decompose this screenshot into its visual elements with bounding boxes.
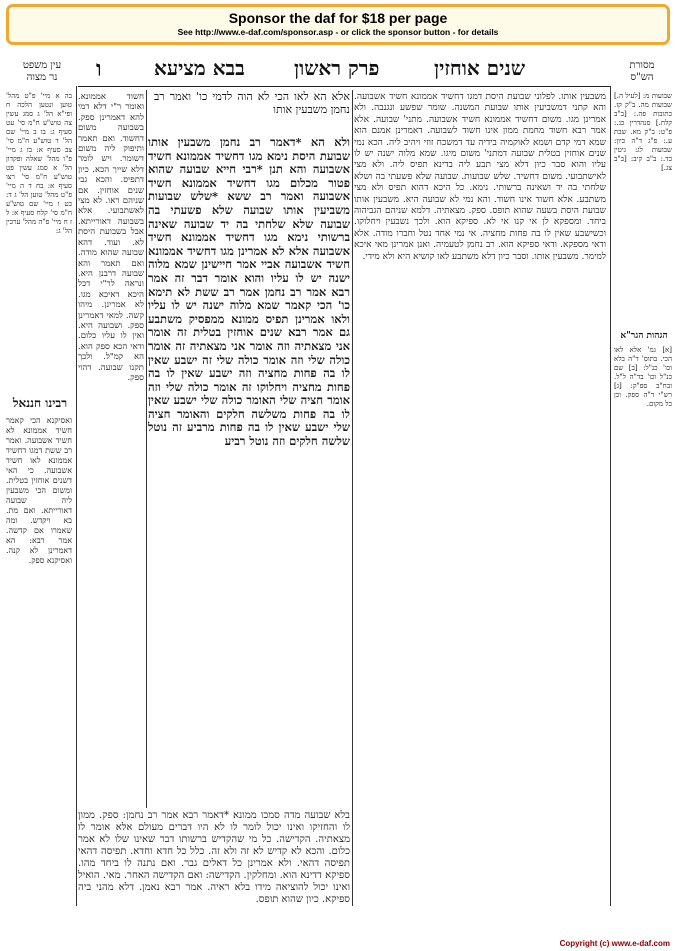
talmud-page xyxy=(4,50,672,942)
gemara-text: ולא הא *דאמר רב נחמן משבעין אותו שבועת היסת נימא מגו דחשיד אממונא חשיד אשבועה והא תנן *רבי חייא שבועה שהוא פטור מכלום מגו דחשיד אממונא חשיד אשבועה ואמר רב ששא *שלש שבועות משביעין אותו שבועה שלא פשעתי בה שבועה שלא שלחתי בה יד שבועה שאינה ברשותי נימא מגו דחשיד אממונא חשיד אשבועה אלא לא אמרינן מגו דחשיד אממונא חשיד אשבועה אביי אמר חיישינן שמא מלוה ישנה יש לו עליו והוא אומר דבר זה אמר רבא אמר רב נחמן אמר רב ששת לא תימא כו' הכי קאמר שמא מלוה ישנה יש לו עליו ולאו אמרינן תפיס ממונא ממפסיק משתבע גם אמר רבא שנים אוחזין בטלית זה אומר אני מצאתיה וזה אומר אני מצאתיה זה אומר כולה שלי וזה אומר כולה שלי זה ישבע שאין לו בה פחות מחציה וזה ישבע שאין לו בה פחות מחציה ויחלוקו זה אומר כולה שלי וזה אומר חציה שלי האומר כולה שלי ישבע שאין לו בה פחות משלשה חלקים והאומר חציה שלי ישבע שאין לו בה פחות מרביע זה נוטל שלשה חלקים וזה נוטל רביע xyxy=(148,136,350,449)
mishnah-text: אלא הא לאו הכי לא הוה לדמי כו' ואמר רב נחמן משבעין אותו xyxy=(154,90,350,116)
haggahot-hagra-title: הגהות הגר"א xyxy=(620,331,668,341)
copyright-notice: Copyright (c) www.e-daf.com xyxy=(559,939,670,948)
chapter-name: שנים אוחזין xyxy=(434,56,526,80)
rabbeinu-chananel-title: רבינו חננאל xyxy=(12,396,68,410)
column-divider xyxy=(352,90,353,906)
masoret-hashas-heading: מסורת הש"ס xyxy=(629,60,655,83)
column-divider xyxy=(146,90,147,808)
sponsor-subtitle: See http://www.e-daf.com/sponsor.asp - or click the sponsor button - for details xyxy=(177,27,499,37)
tractate-name: בבא מציעא xyxy=(154,56,245,80)
chapter-number: פרק ראשון xyxy=(294,56,380,80)
column-divider xyxy=(76,86,77,906)
rashi-commentary: משבעין אותו. לפלוני שבועת היסת דמגו דחשיד אממונא חשיד אשבועה. והא קתני דמשביעין אותו שבועת המשנה. שומר שפשע ונגנבה. ולא אמרינן מגו. משום דחשיד אממונא חשיד אשבועה. מתני' שבועה. אלא אמר רבא חשוד מחמת ממון אינו חשוד לשבועה. דאמרינן אמנם הוא שמא דמי קדם ושמא לאוקמיה בידיה עד דמשכח זוזי ויהיב ליה. הכא נמי שנים אוחזין בטלית שבועה דמתני' משום מיגו. שמא מלוה ישנה יש לו עליו והוא סבר כיון דלא מצי תבע ליה בדינא תפיס ליה. ולא מצי לאישתבועי. משום דחשיד. שלש שבועות. שבועה שלא פשעתי בה ושלא שלחתי בה יד ושאינה ברשותי. נימא. כל היכא דהוא תפיס ולא מצי משתבע. אלא חשוד אינו חשוד. והא נמי לא שבועה היא. משבעין אותו שבועת היסת בשעה שהוא תופס. ספק. מצאתיה. דלמא שניהם הגביהוה ביחד. ומספקא לן אי קנו אי לא. ספיקא הוא. ולכך נשבעין ויחלוקו. וכשישבע שאין לו בה פחות מחציה. אי נמי אחד נטל וחברו מודה. אלא ודאי מספקא. ודאי ספיקא הוא. רב נחמן לטעמיה. ואנן אמרינן מאי איכא למימר. משבעין אותו. וסבר כיון דלא משתבע לאו קושיא היא ולא מידי. xyxy=(354,92,606,262)
sponsor-banner[interactable] xyxy=(6,4,670,45)
column-divider xyxy=(610,86,611,906)
rabbeinu-chananel-text: ואסיקנא הכי קאמר חשיד אממונא לא חשיד אשבועה. ואמר רב ששת דמגו דחשיד אממונא לאו חשיד אשבועה. כי האי דשנים אוחזין בטלית. ומשום הכי משבעין ליה שבועה דאורייתא. ואם מת. בא ויקדש. ומה שאמרו אם קדשה. אמר רבא: הא דאמרינן לא קנה. ואסיקנא ספק. xyxy=(6,416,72,565)
ein-mishpat-heading: עין משפט נר מצוה xyxy=(22,60,62,83)
header-divider xyxy=(78,86,610,87)
lower-commentary: בלא שבועה מדה סמכו ממונא *דאמר רבא אמר רב נחמן: ספק. ממון לו והחזיקו ואינו יכול לומר לו לא היו דברים מעולם אלא אומר לו מצאתיה. הקדישה. כל מי שהקדיש ברשותו דבר שאינו שלו לא אמר כלום. והכא לא קדיש לא זה ולא זה. כלל כל חדא וחדא. תפיסה דהאי תפיסה דהאי. ולא אמרינן כל דאלים גבר. ואם נתנה לו ביחד מהו. ספיקא דדינא הוא. ומחלקין. הקדישה: ואם הקדישה האחר. מאי. הואיל ואינו יכול להוציאה מידו בלא ראיה. אמר רבא נאמן. דלא מהני ביה ספיקא. כיון שהוא תופס. xyxy=(78,810,350,905)
tosafot-commentary: חשוד אממונא. ואומר ר"י דלא דמי להא דאמרינן ספק. בשבועה משום דחשוד. ואם תאמר ותיפוק ליה משום דשומר. ויש לומר דלא שייך הכא. כיון דתפיס. והכא גבי שנים אוחזין. אם שניהם ראו. לא מצי לאשתבועי. אלא בשבועה דאורייתא. אבל בשבועת היסת לא. ועוד. דהא שבועה שהוא מודה. ואם תאמר והא שבועה דרבנן היא. ונראה לר"י דכל היכא דאיכא מגו. לא אמרינן. מיהו קשה. למאי דאמרינן ספק. ושבועה היא. ואין לו עליו כלום. ודאי הכא ספק הוא. הא קמ"ל. ולכך תקנו שבועה. דהוי ספק. xyxy=(78,92,144,383)
daf-number: ו xyxy=(96,56,102,82)
masoret-hashas-notes: שבועות מ: [לעיל ה.] שבועות מה. ב"ק קז. כתובות פה.: [ב"ב קלח.] סנהדרין כג.: פ"ט: ב"ק מא. שבת ע.: פ"ג ד"ה כיון: שבועות לג: גיטין כד.: ב"ב קיב: [ב"ב צג.] xyxy=(614,92,672,172)
haggahot-hagra-text: [א] גמ' אלא לאו הכי. בתוס' ד"ה בלא וכו' כנ"ל: [ב] שם כנ"ל וכו' בד"ה ל"ל. ובח"ב ספ"ק: [ג] רש"י ד"ה ספק. וכן כל מקום. xyxy=(614,346,672,408)
sponsor-title: Sponsor the daf for $18 per page xyxy=(228,10,448,26)
ein-mishpat-notes: בה א מיי' פ"ט מהל' טוען ונטען הלכה ח ופי"א הל' ג סמג עשין צה טוש"ע ח"מ סי' עט סעיף ג: בו ב מיי' שם הל' ד טוש"ע ח"מ סי' צב סעיף א: בז ג מיי' פ"ו מהל' שאלה ופקדון הל' א סמג עשין פט טוש"ע ח"מ סי' רצו סעיף א: בח ד ה מיי' פ"ט מהל' טוען הל' ג ד: כט ו מיי' שם טוש"ע ח"מ סי' קלח סעיף א: ל ז ח מיי' פ"ה מהל' ערכין הל' ג: xyxy=(6,92,72,235)
